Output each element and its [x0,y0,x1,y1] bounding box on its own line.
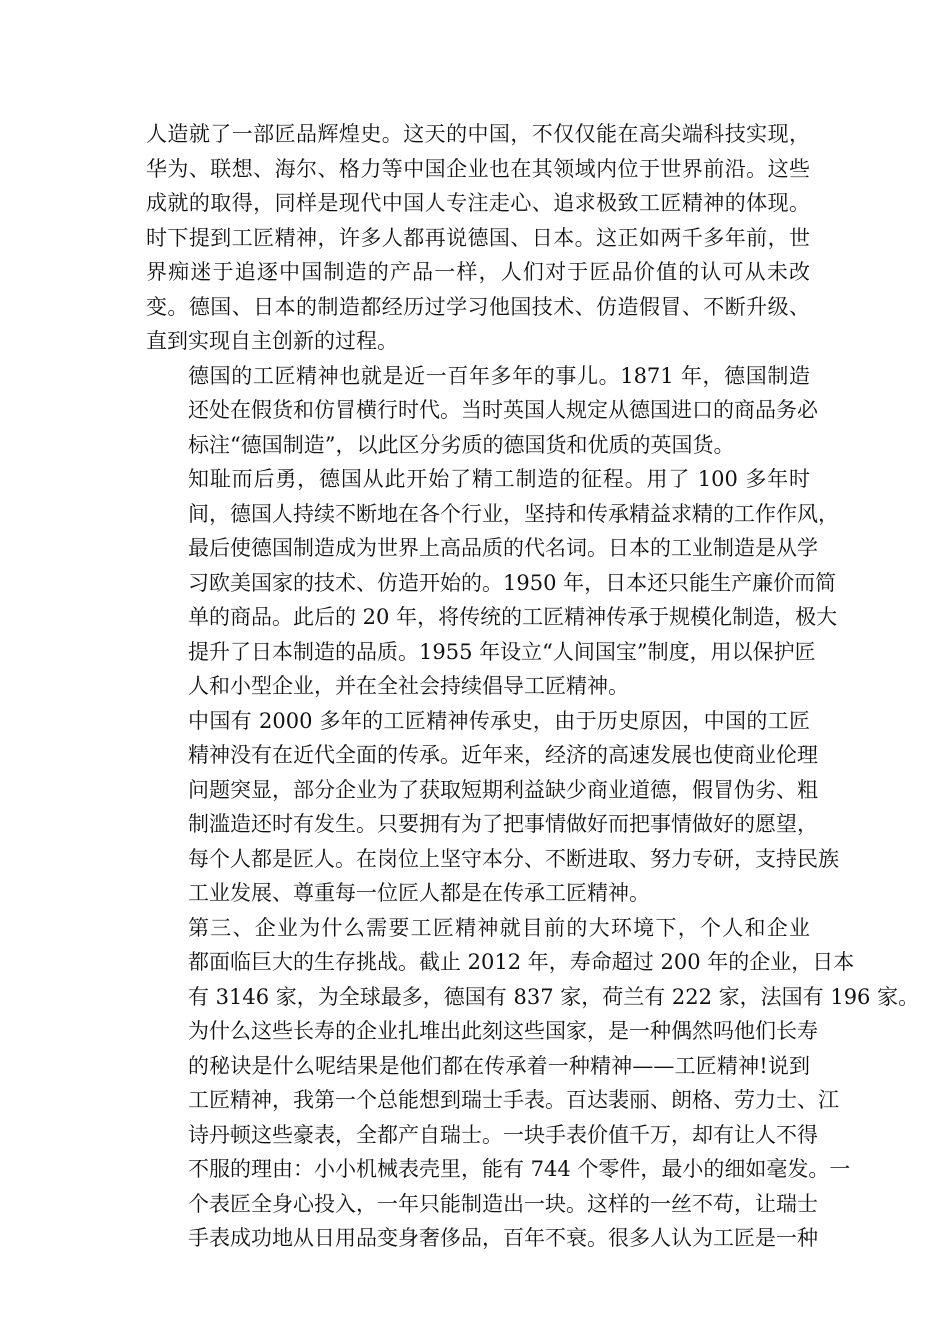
text-line: 直到实现自主创新的过程。 [146,329,398,353]
text-line: 诗丹顿这些豪表，全都产自瑞士。一块手表价值千万，却有让人不得 [188,1122,818,1147]
text-line: 手表成功地从日用品变身奢侈品，百年不衰。很多人认为工匠是一种 [188,1226,818,1250]
text-line: 知耻而后勇，德国从此开始了精工制造的征程。用了 100 多年时 [188,467,810,491]
text-line: 个表匠全身心投入，一年只能制造出一块。这样的一丝不苟，让瑞士 [188,1191,818,1216]
text-line: 问题突显，部分企业为了获取短期利益缺少商业道德，假冒伪劣、粗 [188,777,818,802]
text-line: 间，德国人持续不断地在各个行业，坚持和传承精益求精的工作作风， [188,501,839,526]
text-line: 都面临巨大的生存挑战。截止 2012 年，寿命超过 200 年的企业，日本 [188,950,855,974]
paragraph [146,911,920,1256]
text-line: 为什么这些长寿的企业扎堆出此刻这些国家，是一种偶然吗他们长寿 [188,1019,818,1043]
paragraph [146,117,810,359]
text-line: 变。德国、日本的制造都经历过学习他国技术、仿造假冒、不断升级、 [146,294,810,319]
text-line: 最后使德国制造成为世界上高品质的代名词。日本的工业制造是从学 [188,536,818,560]
text-line: 提升了日本制造的品质。1955 年设立“人间国宝”制度，用以保护匠 [188,639,816,664]
text-line: 还处在假货和仿冒横行时代。当时英国人规定从德国进口的商品务必 [188,398,818,422]
text-line: 中国有 2000 多年的工匠精神传承史，由于历史原因，中国的工匠 [188,708,810,733]
text-line: 习欧美国家的技术、仿造开始的。1950 年，日本还只能生产廉价而简 [188,570,837,595]
text-line: 精神没有在近代全面的传承。近年来，经济的高速发展也使商业伦理 [188,743,818,767]
paragraph [146,359,818,463]
text-line: 不服的理由：小小机械表壳里，能有 744 个零件，最小的细如毫发。一 [188,1157,851,1181]
text-line: 工匠精神，我第一个总能想到瑞士手表。百达裴丽、朗格、劳力士、江 [188,1088,839,1112]
paragraph [146,704,839,911]
text-line: 单的商品。此后的 20 年，将传统的工匠精神传承于规模化制造，极大 [188,605,838,629]
text-line: 界痴迷于追逐中国制造的产品一样，人们对于匠品价值的认可从未改 [146,260,810,284]
text-line: 工业发展、尊重每一位匠人都是在传承工匠精神。 [188,881,650,905]
text-line: 有 3146 家，为全球最多，德国有 837 家，荷兰有 222 家，法国有 196 家。 [188,984,920,1009]
paragraph [146,462,839,704]
text-line: 第三、企业为什么需要工匠精神就目前的大环境下，个人和企业 [188,915,810,940]
text-line: 的秘诀是什么呢结果是他们都在传承着一种精神——工匠精神!说到 [188,1053,810,1078]
text-line: 每个人都是匠人。在岗位上坚守本分、不断进取、努力专研，支持民族 [188,846,839,871]
text-line: 人造就了一部匠品辉煌史。这天的中国，不仅仅能在高尖端科技实现， [146,122,810,146]
text-line: 制滥造还时有发生。只要拥有为了把事情做好而把事情做好的愿望， [188,812,818,836]
document-body [146,117,920,1256]
text-line: 华为、联想、海尔、格力等中国企业也在其领域内位于世界前沿。这些 [146,156,810,181]
text-line: 成就的取得，同样是现代中国人专注走心、追求极致工匠精神的体现。 [146,191,810,215]
text-line: 标注“德国制造”，以此区分劣质的德国货和优质的英国货。 [188,432,735,457]
text-line: 德国的工匠精神也就是近一百年多年的事儿。1871 年，德国制造 [188,363,810,388]
text-line: 时下提到工匠精神，许多人都再说德国、日本。这正如两千多年前，世 [146,225,810,250]
text-line: 人和小型企业，并在全社会持续倡导工匠精神。 [188,674,629,698]
